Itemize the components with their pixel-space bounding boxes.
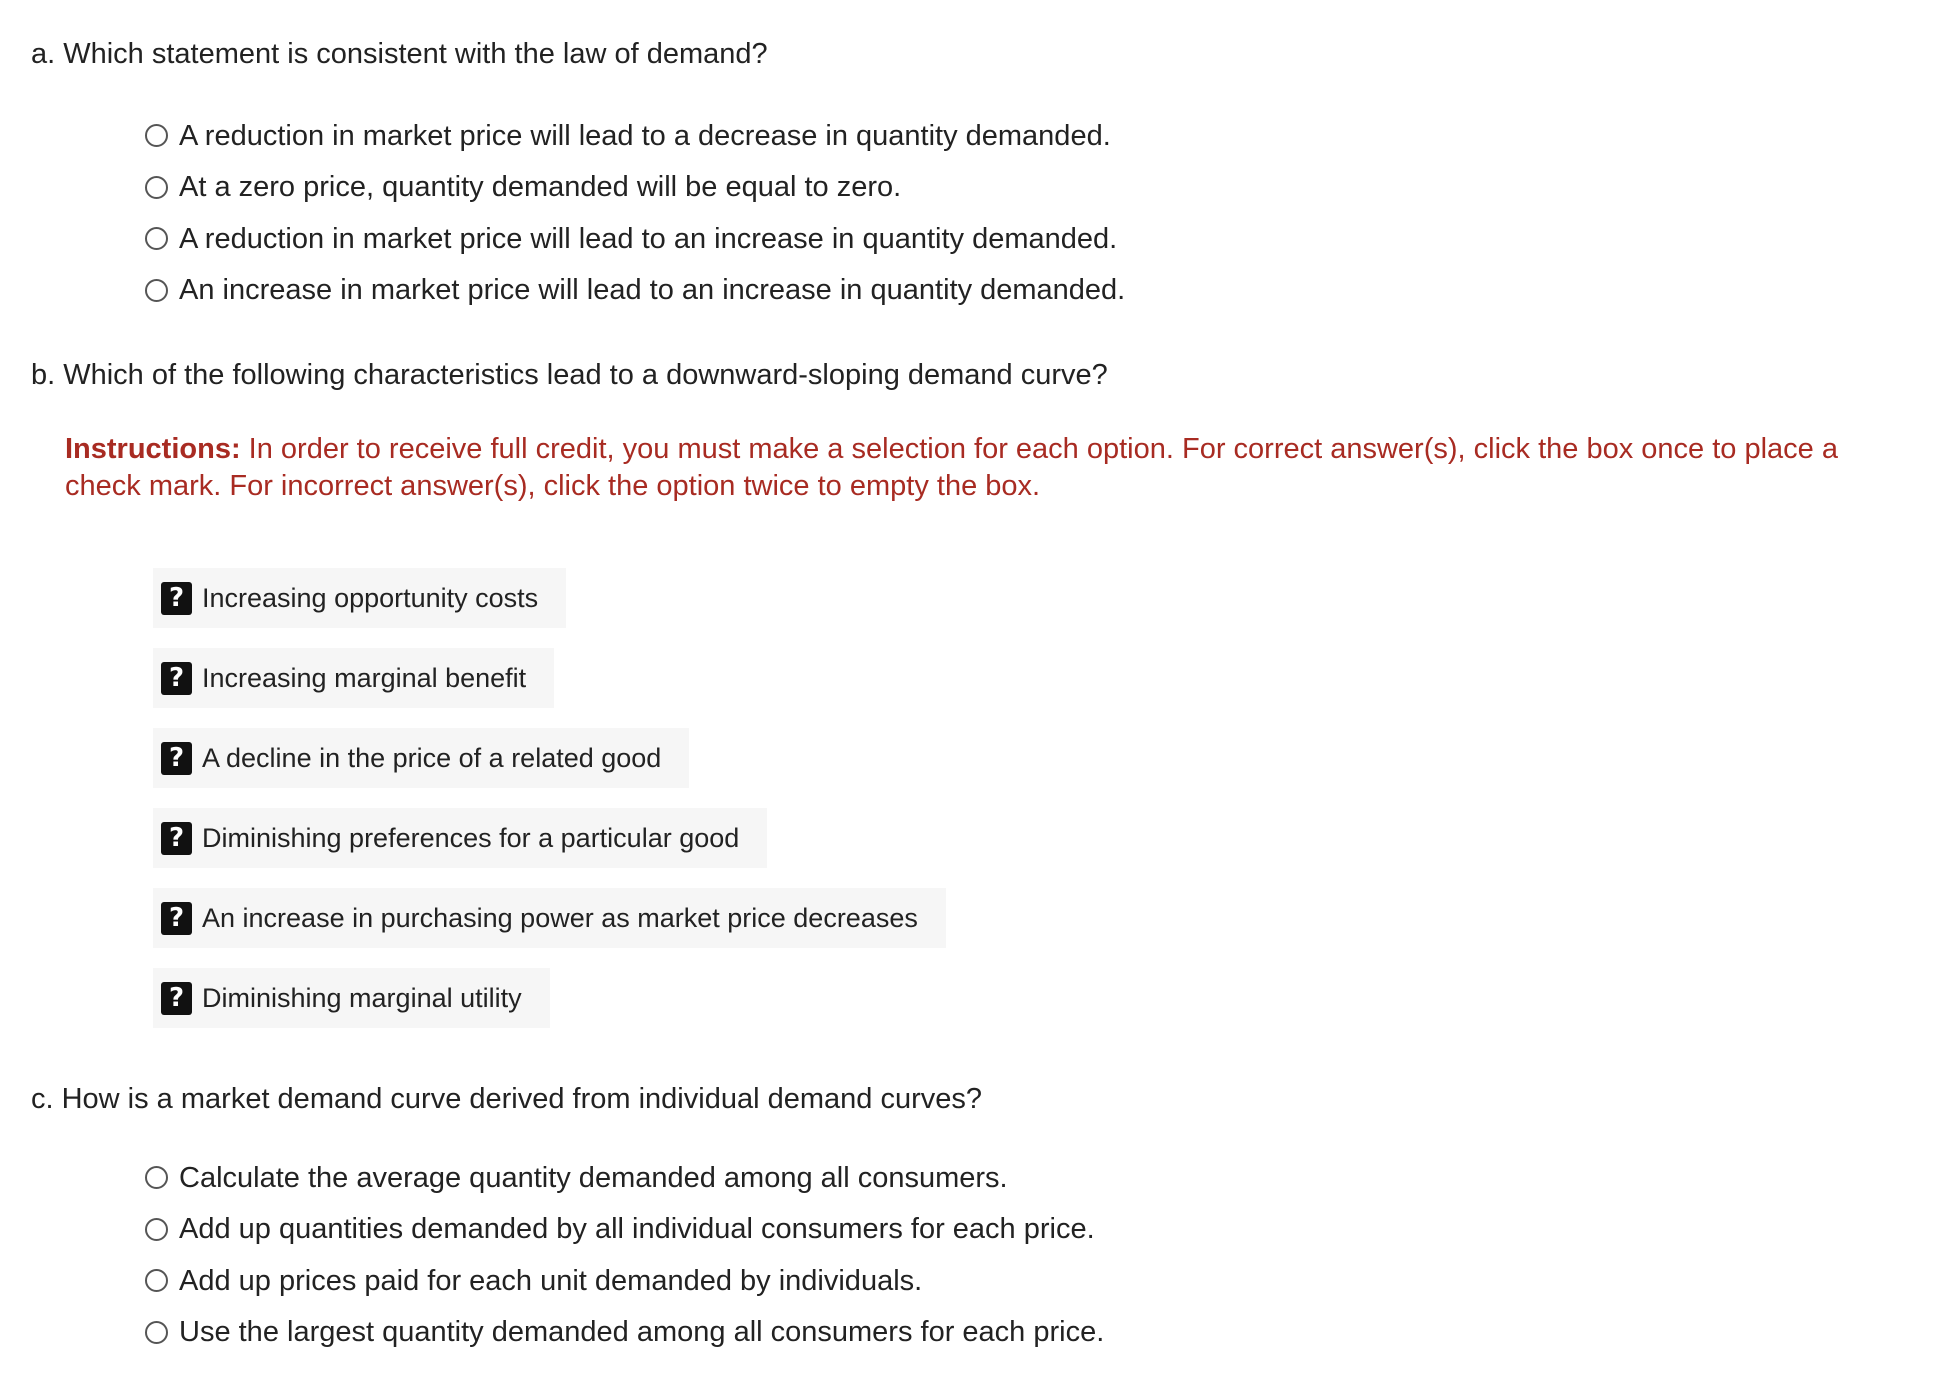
radio-button-icon[interactable] xyxy=(145,1321,168,1344)
question-a-options xyxy=(145,110,1125,316)
unanswered-checkbox-icon[interactable]: ? xyxy=(161,582,192,615)
question-c-option-1[interactable] xyxy=(145,1152,1104,1204)
unanswered-checkbox-icon[interactable]: ? xyxy=(161,742,192,775)
option-label[interactable]: Add up prices paid for each unit demanded by individuals. xyxy=(179,1264,923,1297)
option-label[interactable]: A reduction in market price will lead to an increase in quantity demanded. xyxy=(179,222,1118,255)
radio-button-icon[interactable] xyxy=(145,176,168,199)
instructions-body: In order to receive full credit, you must make a selection for each option. For correct answer(s), click the box once to place a check mark. For incorrect answer(s), click the option twice to empty the box. xyxy=(65,433,1838,502)
question-a-option-1[interactable] xyxy=(145,110,1125,162)
question-b-option-4[interactable] xyxy=(153,808,767,868)
option-label[interactable]: Calculate the average quantity demanded among all consumers. xyxy=(179,1161,1008,1194)
question-b-option-2[interactable] xyxy=(153,648,554,708)
option-label[interactable]: A decline in the price of a related good xyxy=(202,743,662,773)
option-label[interactable]: Use the largest quantity demanded among all consumers for each price. xyxy=(179,1316,1105,1349)
unanswered-checkbox-icon[interactable]: ? xyxy=(161,982,192,1015)
question-b-option-5[interactable] xyxy=(153,888,946,948)
question-c-option-3[interactable] xyxy=(145,1255,1104,1307)
option-label[interactable]: Increasing marginal benefit xyxy=(202,663,527,693)
radio-button-icon[interactable] xyxy=(145,1269,168,1292)
option-label[interactable]: A reduction in market price will lead to a decrease in quantity demanded. xyxy=(179,119,1111,152)
question-a-option-2[interactable] xyxy=(145,162,1125,214)
question-b-option-3[interactable] xyxy=(153,728,689,788)
question-c-prompt: c. How is a market demand curve derived from individual demand curves? xyxy=(31,1083,982,1115)
radio-button-icon[interactable] xyxy=(145,124,168,147)
option-label[interactable]: An increase in market price will lead to an increase in quantity demanded. xyxy=(179,274,1126,307)
option-label[interactable]: At a zero price, quantity demanded will be equal to zero. xyxy=(179,171,902,204)
unanswered-checkbox-icon[interactable]: ? xyxy=(161,902,192,935)
radio-button-icon[interactable] xyxy=(145,1218,168,1241)
question-c-options xyxy=(145,1152,1104,1358)
option-label[interactable]: Diminishing preferences for a particular good xyxy=(202,823,740,853)
option-label[interactable]: Increasing opportunity costs xyxy=(202,583,539,613)
question-c-option-4[interactable] xyxy=(145,1307,1104,1359)
question-a-prompt: a. Which statement is consistent with the law of demand? xyxy=(31,38,768,70)
question-b-option-6[interactable] xyxy=(153,968,550,1028)
question-b-options xyxy=(153,568,946,1048)
radio-button-icon[interactable] xyxy=(145,1166,168,1189)
radio-button-icon[interactable] xyxy=(145,227,168,250)
unanswered-checkbox-icon[interactable]: ? xyxy=(161,662,192,695)
question-a-option-4[interactable] xyxy=(145,265,1125,317)
option-label[interactable]: An increase in purchasing power as market price decreases xyxy=(202,903,918,933)
option-label[interactable]: Add up quantities demanded by all individual consumers for each price. xyxy=(179,1213,1095,1246)
question-c-option-2[interactable] xyxy=(145,1204,1104,1256)
question-a-option-3[interactable] xyxy=(145,213,1125,265)
instructions-label: Instructions: xyxy=(65,433,241,465)
option-label[interactable]: Diminishing marginal utility xyxy=(202,983,522,1013)
unanswered-checkbox-icon[interactable]: ? xyxy=(161,822,192,855)
question-b-prompt: b. Which of the following characteristics lead to a downward-sloping demand curve? xyxy=(31,359,1108,391)
instructions-text xyxy=(65,431,1895,505)
radio-button-icon[interactable] xyxy=(145,279,168,302)
question-b-option-1[interactable] xyxy=(153,568,566,628)
